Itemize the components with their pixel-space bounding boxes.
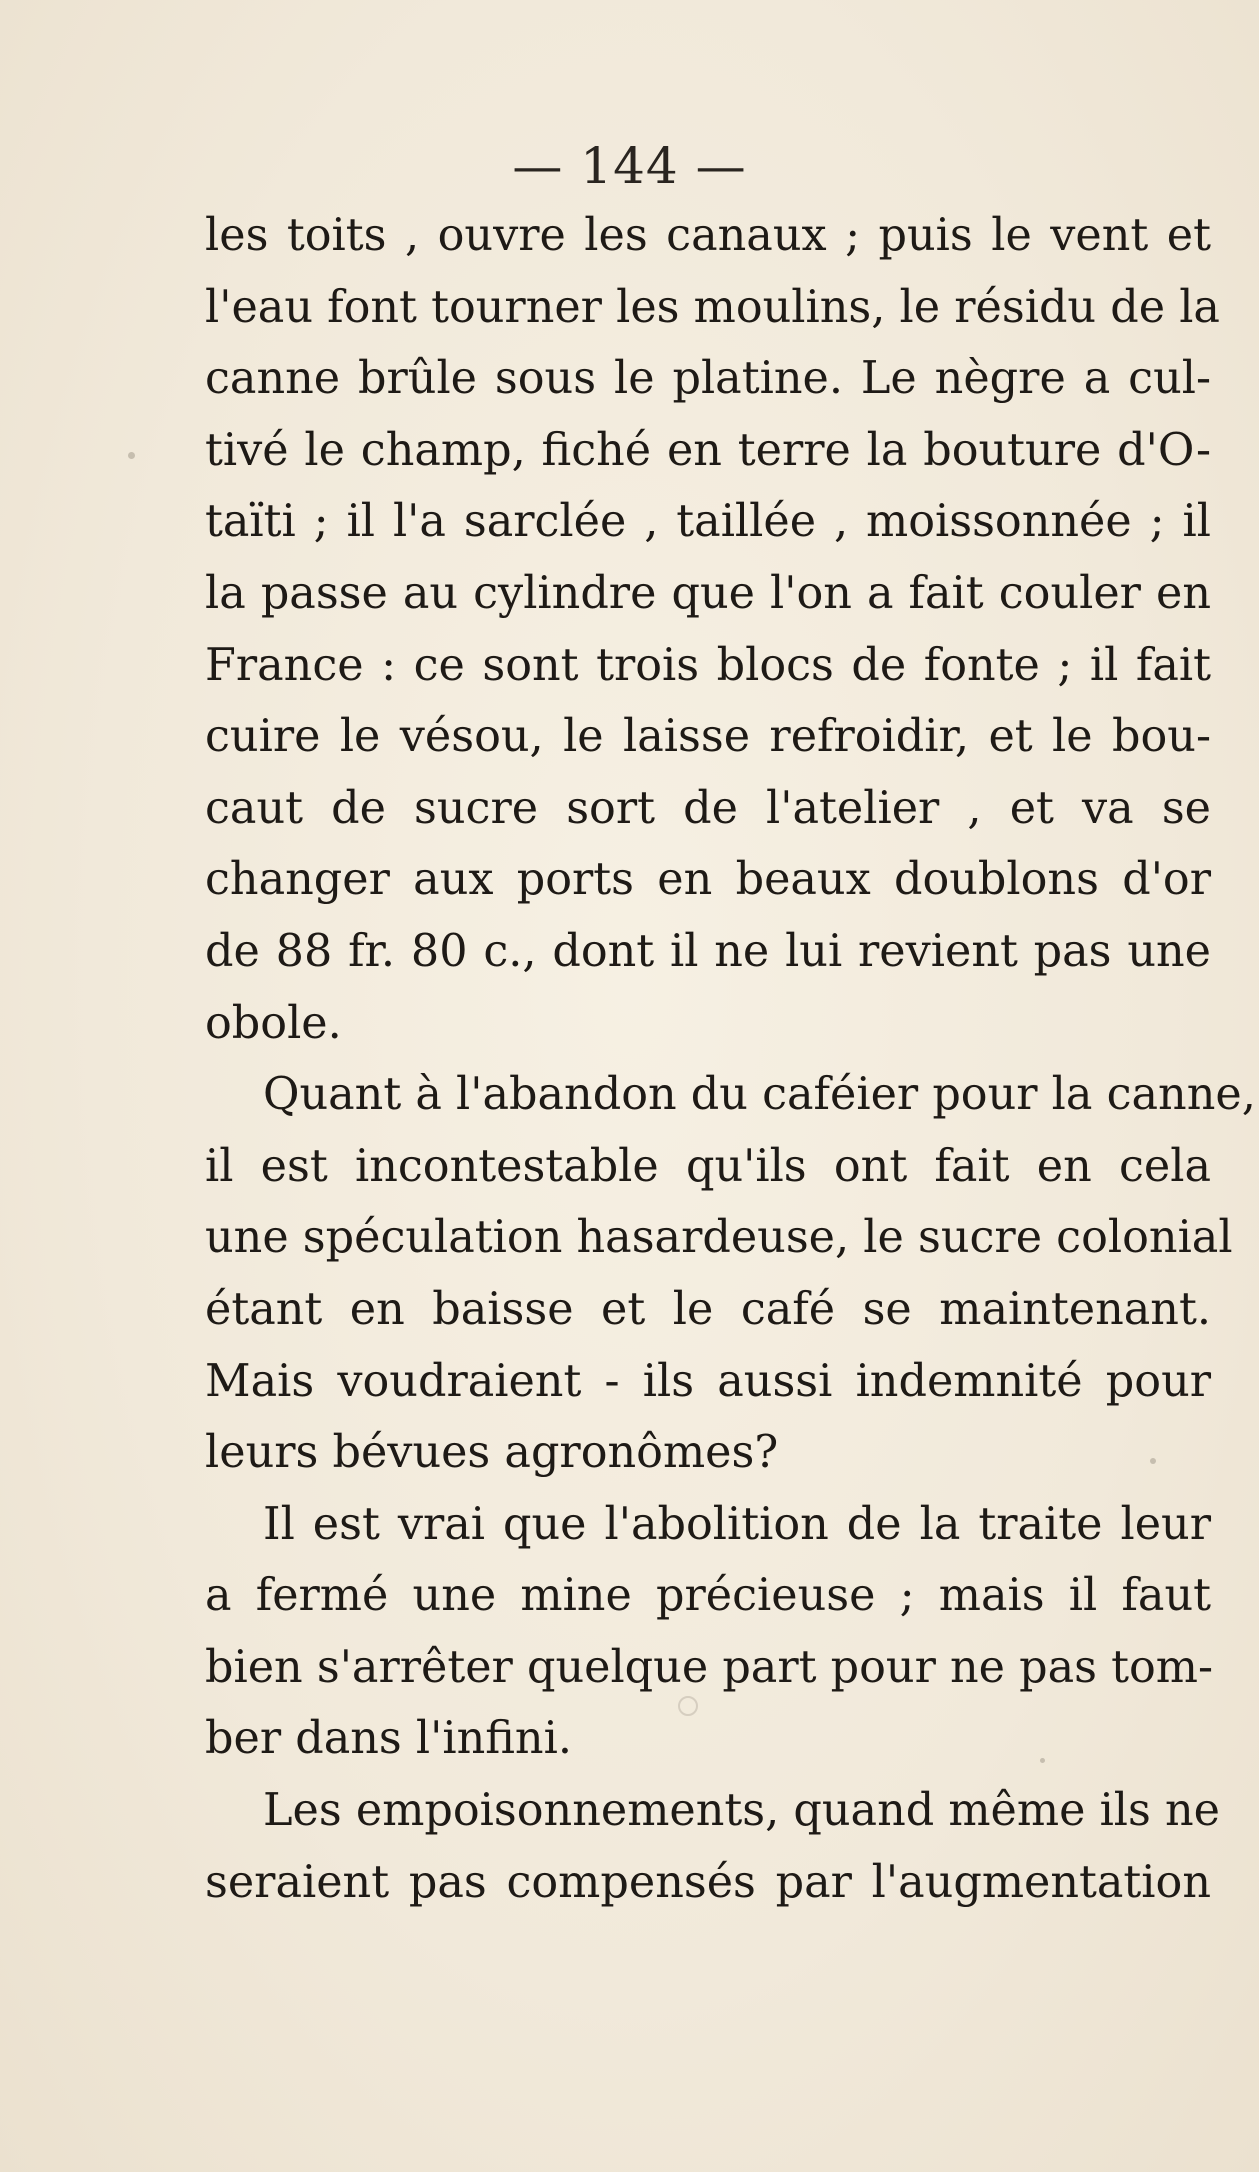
text-line: bien s'arrêter quelque part pour ne pas tom- (205, 1641, 1214, 1693)
page-number: — 144 — (512, 137, 747, 195)
text-line: changer aux ports en beaux doublons d'or (205, 854, 1211, 906)
text-line: cuire le vésou, le laisse refroidir, et le bou- (205, 711, 1211, 763)
paragraph-first-line: Il est vrai que l'abolition de la traite leur (263, 1498, 1211, 1550)
body-text (205, 200, 1256, 1918)
paragraph-first-line: Les empoisonnements, quand même ils ne (263, 1785, 1221, 1837)
text-line: leurs bévues agronômes? (205, 1427, 779, 1479)
text-line: il est incontestable qu'ils ont fait en cela (205, 1140, 1211, 1192)
text-line: canne brûle sous le platine. Le nègre a cul- (205, 353, 1211, 405)
paper-speck (678, 1696, 698, 1716)
text-line: tivé le champ, fiché en terre la bouture d'O- (205, 424, 1211, 476)
text-line: obole. (205, 997, 342, 1049)
text-line: de 88 fr. 80 c., dont il ne lui revient pas une (205, 925, 1211, 977)
paragraph-first-line: Quant à l'abandon du caféier pour la canne, (263, 1069, 1256, 1121)
text-line: ber dans l'infini. (205, 1713, 572, 1765)
paper-speck (128, 452, 135, 459)
text-line: a fermé une mine précieuse ; mais il faut (205, 1570, 1211, 1622)
text-line: la passe au cylindre que l'on a fait couler en (205, 567, 1211, 619)
text-line: une spéculation hasardeuse, le sucre colonial (205, 1212, 1233, 1264)
paper-speck (1040, 1758, 1045, 1763)
text-line: France : ce sont trois blocs de fonte ; il fait (205, 639, 1211, 691)
text-line: seraient pas compensés par l'augmentation (205, 1856, 1211, 1908)
text-line: caut de sucre sort de l'atelier , et va se (205, 782, 1211, 834)
paper-speck (1150, 1458, 1156, 1464)
text-line: l'eau font tourner les moulins, le résidu de la (205, 281, 1220, 333)
text-line: taïti ; il l'a sarclée , taillée , moissonnée ; il (205, 496, 1211, 548)
text-line: les toits , ouvre les canaux ; puis le vent et (205, 210, 1211, 261)
text-line: étant en baisse et le café se maintenant. (205, 1283, 1211, 1335)
text-line: Mais voudraient - ils aussi indemnité pour (205, 1355, 1211, 1407)
